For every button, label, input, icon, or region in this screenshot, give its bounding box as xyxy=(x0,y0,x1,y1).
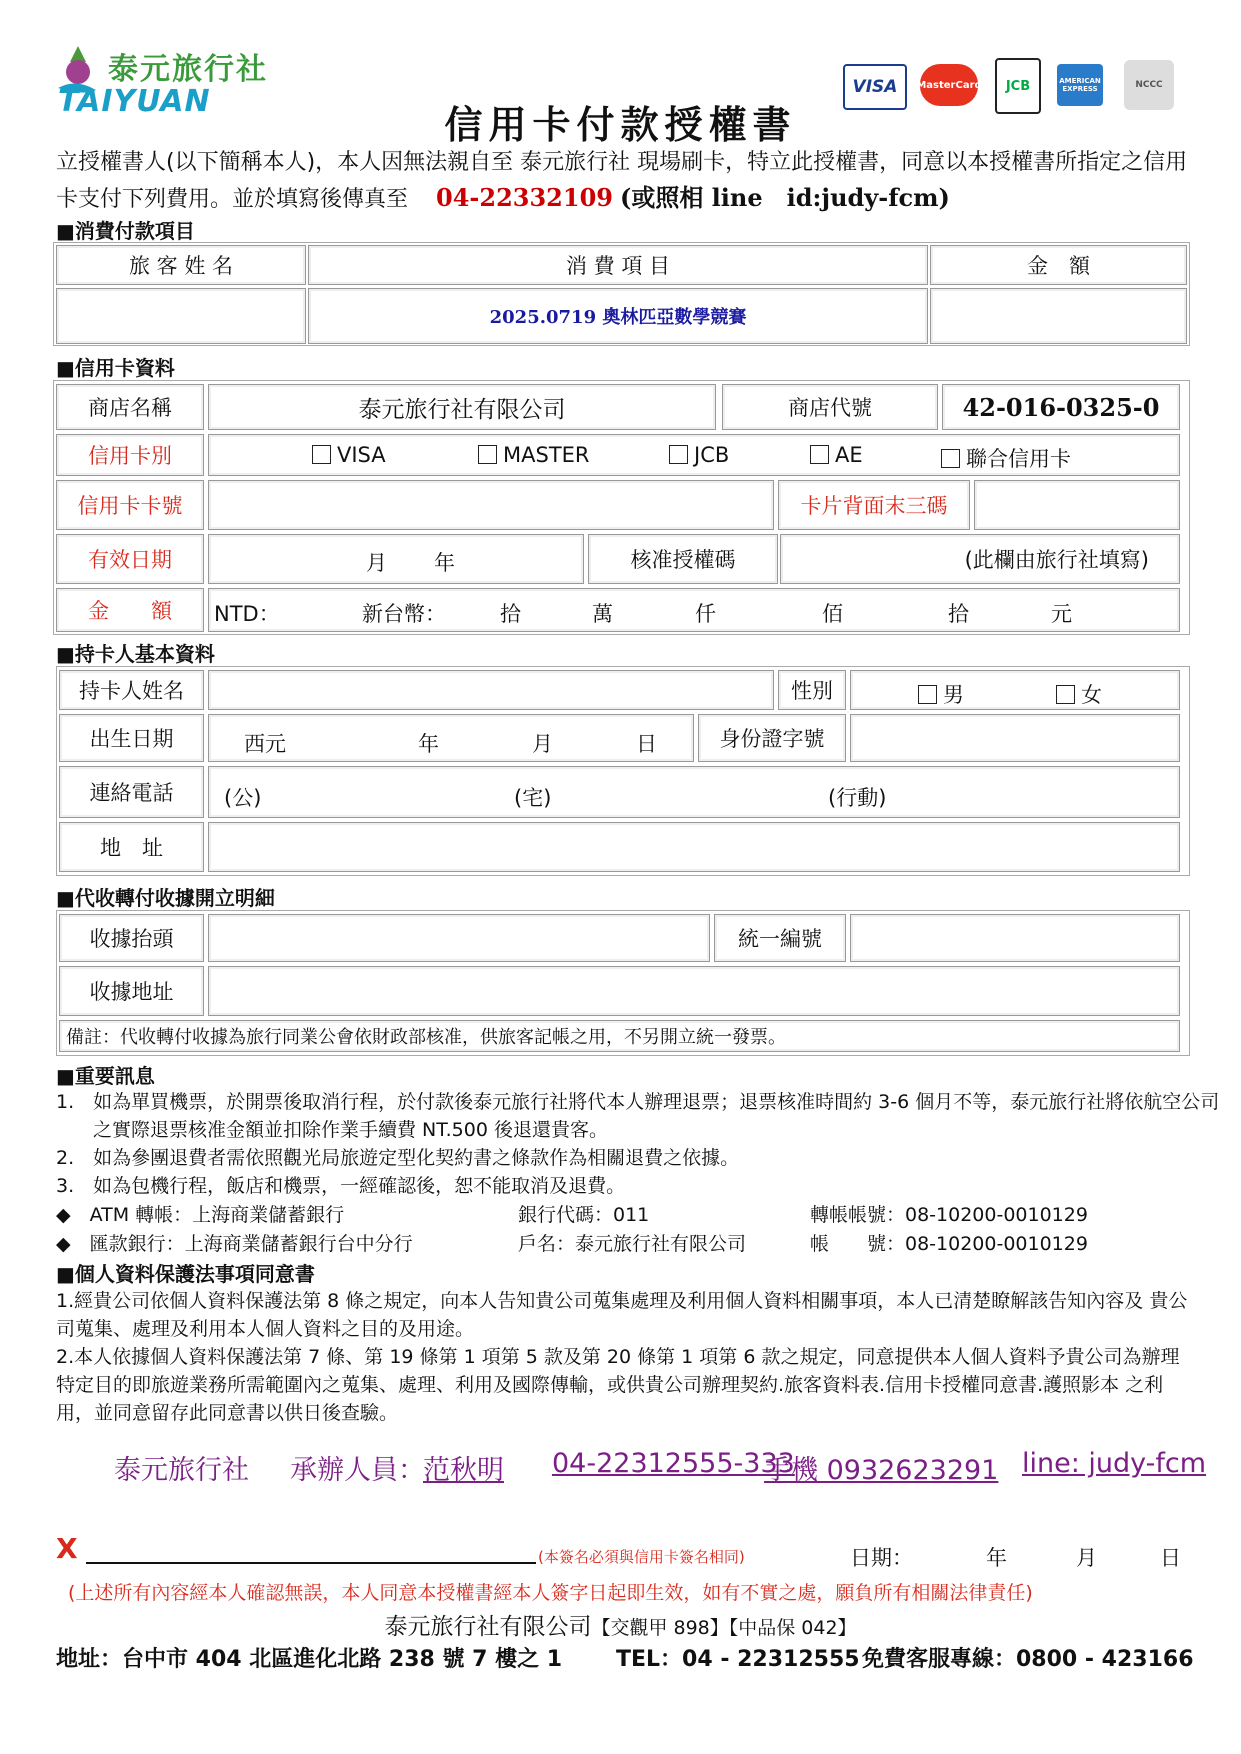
important-item-3: 3. 如為包機行程，飯店和機票，一經確認後，恕不能取消及退費。 xyxy=(56,1175,626,1197)
col-traveler-name: 旅 客 姓 名 xyxy=(56,245,306,285)
footer-company: 泰元旅行社有限公司 xyxy=(384,1614,592,1640)
privacy-para-1: 1.經貴公司依個人資料保護法第 8 條之規定，向本人告知貴公司蒐集處理及利用個人資料相關事項，本人已清楚瞭解該告知內容及 貴公司蒐集、處理及利用本人個人資料之目的及用途。 xyxy=(56,1290,1188,1340)
date-year: 年 xyxy=(986,1546,1007,1570)
contact-handler-label: 承辦人員： xyxy=(290,1455,425,1486)
sex-female-option[interactable]: 女 xyxy=(1056,679,1102,709)
phone-mobile: (行動) xyxy=(828,786,887,810)
checkbox-icon xyxy=(669,445,688,464)
phone-home: (宅) xyxy=(514,786,552,810)
store-name-label: 商店名稱 xyxy=(56,384,204,430)
unit-yuan: 元 xyxy=(1051,602,1072,626)
phone-label: 連絡電話 xyxy=(59,766,204,818)
logo-english-text: TAIYUAN xyxy=(58,84,211,119)
contact-line: line: judy-fcm xyxy=(1022,1448,1207,1479)
card-type-ae[interactable]: AE xyxy=(810,443,863,467)
date-month: 月 xyxy=(1076,1546,1097,1570)
card-type-union[interactable]: 聯合信用卡 xyxy=(941,443,1071,473)
remit-account-name: 戶名：泰元旅行社有限公司 xyxy=(518,1233,747,1255)
unit-shi-2: 拾 xyxy=(948,602,969,626)
card-type-jcb[interactable]: JCB xyxy=(669,443,729,467)
receipt-address-input[interactable] xyxy=(208,966,1180,1016)
address-label: 地 址 xyxy=(59,822,204,872)
amex-logo-icon: AMERICAN EXPRESS xyxy=(1057,64,1103,106)
important-heading: ■重要訊息 xyxy=(56,1064,155,1088)
fax-number: 04-22332109 xyxy=(436,183,613,212)
remit-bank: ◆ 匯款銀行：上海商業儲蓄銀行台中分行 xyxy=(56,1233,413,1255)
line-id: (或照相 line id:judy-fcm) xyxy=(619,183,950,212)
phone-input[interactable] xyxy=(208,766,1180,818)
amount-words-input[interactable] xyxy=(208,588,1180,632)
consumption-item-value xyxy=(308,288,928,344)
expiry-month: 月 xyxy=(366,551,387,575)
unit-shi-1: 拾 xyxy=(500,602,521,626)
tax-id-label: 統一編號 xyxy=(714,914,846,962)
atm-account: 轉帳帳號：08-10200-0010129 xyxy=(810,1204,1088,1226)
footer-tel: TEL：04 - 22312555 xyxy=(616,1647,860,1672)
holder-heading: ■持卡人基本資料 xyxy=(56,642,215,666)
twd-label: 新台幣： xyxy=(362,602,446,626)
tax-id-input[interactable] xyxy=(850,914,1180,962)
birth-month: 月 xyxy=(532,732,553,756)
sex-options xyxy=(850,670,1180,710)
cvv-label: 卡片背面末三碼 xyxy=(778,480,970,530)
receipt-heading: ■代收轉付收據開立明細 xyxy=(56,886,275,910)
atm-bank-code: 銀行代碼：011 xyxy=(518,1204,650,1226)
auth-code-label: 核准授權碼 xyxy=(588,534,778,584)
visa-logo-icon: VISA xyxy=(843,64,907,110)
holder-name-label: 持卡人姓名 xyxy=(59,670,204,710)
unit-bai: 佰 xyxy=(822,602,843,626)
holder-name-input[interactable] xyxy=(208,670,774,710)
amount-label: 金 額 xyxy=(56,588,204,632)
atm-bank: ◆ ATM 轉帳：上海商業儲蓄銀行 xyxy=(56,1204,345,1226)
checkbox-icon xyxy=(918,685,937,704)
signature-line[interactable] xyxy=(86,1562,536,1564)
contact-company: 泰元旅行社 xyxy=(114,1455,249,1486)
birth-day: 日 xyxy=(636,732,657,756)
receipt-note xyxy=(59,1020,1180,1052)
expiry-label: 有效日期 xyxy=(56,534,204,584)
receipt-address-label: 收據地址 xyxy=(59,966,204,1016)
checkbox-icon xyxy=(478,445,497,464)
contact-handler: 范秋明 xyxy=(423,1455,504,1486)
birth-year: 年 xyxy=(418,732,439,756)
card-number-input[interactable] xyxy=(208,480,774,530)
footer-address: 地址：台中市 404 北區進化北路 238 號 7 樓之 1 xyxy=(56,1647,563,1672)
footer-hotline: 免費客服專線：0800 - 423166 xyxy=(862,1647,1194,1672)
signature-disclaimer: (上述所有內容經本人確認無誤，本人同意本授權書經本人簽字日起即生效，如有不實之處，願負所有相關法律責任) xyxy=(68,1582,1033,1604)
important-item-2: 2. 如為參團退費者需依照觀光局旅遊定型化契約書之條款作為相關退費之依據。 xyxy=(56,1147,740,1169)
footer-licenses: 【交觀甲 898】【中品保 042】 xyxy=(591,1617,857,1639)
id-input[interactable] xyxy=(850,714,1180,762)
checkbox-icon xyxy=(312,445,331,464)
card-info-heading: ■信用卡資料 xyxy=(56,356,175,380)
store-code-label: 商店代號 xyxy=(722,384,938,430)
contact-mobile: 手機 0932623291 xyxy=(764,1455,999,1486)
expiry-input[interactable] xyxy=(208,534,584,584)
unit-wan: 萬 xyxy=(592,602,613,626)
birth-era: 西元 xyxy=(244,732,286,756)
date-label: 日期： xyxy=(850,1546,913,1570)
intro-paragraph xyxy=(56,145,1196,217)
checkbox-icon xyxy=(941,449,960,468)
privacy-heading: ■個人資料保護法事項同意書 xyxy=(56,1262,315,1286)
remit-account: 帳 號：08-10200-0010129 xyxy=(810,1233,1088,1255)
signature-mark: X xyxy=(56,1532,78,1565)
contact-phone: 04-22312555-333 xyxy=(552,1448,795,1479)
important-item-1: 1. 如為單買機票，於開票後取消行程，於付款後泰元旅行社將代本人辦理退票；退票核准時間約 3-6 個月不等，泰元旅行社將依航空公司之實際退票核准金額並扣除作業手續費 NT.500 後退還貴客。 xyxy=(56,1091,1220,1141)
intro-text: 立授權書人(以下簡稱本人)，本人因無法親自至 泰元旅行社 現場刷卡，特立此授權書，同意以本授權書所指定之信用卡支付下列費用。並於填寫後傳真至 xyxy=(56,150,1188,212)
col-amount: 金 額 xyxy=(930,245,1187,285)
store-name-value: 泰元旅行社有限公司 xyxy=(208,384,716,430)
cvv-input[interactable] xyxy=(974,480,1180,530)
card-type-label: 信用卡別 xyxy=(56,434,204,476)
ntd-label: NTD： xyxy=(214,602,280,626)
unit-qian: 仟 xyxy=(695,602,716,626)
logo-chinese-text: 泰元旅行社 xyxy=(108,52,268,87)
nccc-logo-icon: NCCC xyxy=(1124,60,1174,110)
sex-label: 性別 xyxy=(778,670,846,710)
birth-label: 出生日期 xyxy=(59,714,204,762)
id-label: 身份證字號 xyxy=(698,714,846,762)
card-type-visa[interactable]: VISA xyxy=(312,443,386,467)
checkbox-icon xyxy=(1056,685,1075,704)
receipt-title-label: 收據抬頭 xyxy=(59,914,204,962)
auth-code-note: (此欄由旅行社填寫) xyxy=(964,548,1149,572)
page-title: 信用卡付款授權書 xyxy=(444,102,797,147)
store-code-value: 42-016-0325-0 xyxy=(942,384,1180,430)
traveler-name-input[interactable] xyxy=(56,288,306,344)
receipt-title-input[interactable] xyxy=(208,914,710,962)
footer-company-line xyxy=(0,1608,1241,1641)
privacy-para-2: 2.本人依據個人資料保護法第 7 條、第 19 條第 1 項第 5 款及第 20 條第 1 項第 6 款之規定，同意提供本人個人資料予貴公司為辦理特定目的即旅遊業務所需範圍內之蒐集、處理、利用及國際傳輸，或供貴公司辦理契約.旅客資料表.信用卡授權同意書.護照影本 之利用，並同意留存此同意書以供日後查驗。 xyxy=(56,1346,1180,1424)
col-consumption-item: 消 費 項 目 xyxy=(308,245,928,285)
consumption-heading: ■消費付款項目 xyxy=(56,219,195,243)
auth-code-field xyxy=(780,534,1180,584)
expiry-year: 年 xyxy=(434,551,455,575)
receipt-note-text: 備註：代收轉付收據為旅行同業公會依財政部核准，供旅客記帳之用，不另開立統一發票。 xyxy=(66,1027,786,1048)
consumption-item-text: 2025.0719 奧林匹亞數學競賽 xyxy=(489,307,747,328)
phone-office: (公) xyxy=(224,786,262,810)
card-number-label: 信用卡卡號 xyxy=(56,480,204,530)
card-type-master[interactable]: MASTER xyxy=(478,443,590,467)
sex-male-option[interactable]: 男 xyxy=(918,679,964,709)
address-input[interactable] xyxy=(208,822,1180,872)
jcb-logo-icon: JCB xyxy=(995,58,1041,114)
mastercard-logo-icon: MasterCard xyxy=(920,64,978,106)
checkbox-icon xyxy=(810,445,829,464)
date-day: 日 xyxy=(1160,1546,1181,1570)
amount-input[interactable] xyxy=(930,288,1187,344)
signature-note: (本簽名必須與信用卡簽名相同) xyxy=(538,1548,745,1566)
